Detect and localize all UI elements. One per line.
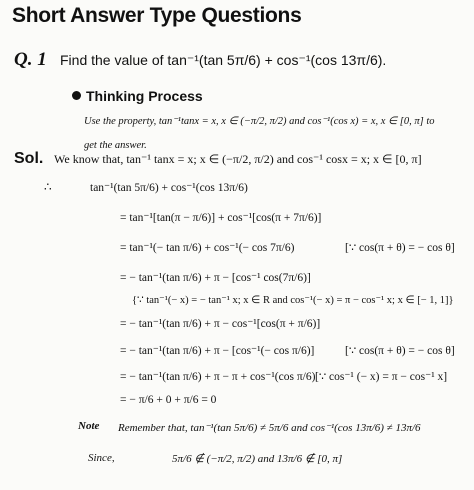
solution-intro: We know that, tan⁻¹ tanx = x; x ∈ (−π/2, π/2) and cos⁻¹ cosx = x; x ∈ [0, π] — [54, 152, 422, 166]
solution-step-8: = − tan⁻¹(tan π/6) + π − π + cos⁻¹(cos π/6) — [120, 371, 316, 383]
solution-step-6: = − tan⁻¹(tan π/6) + π − cos⁻¹[cos(π + π/6)] — [120, 318, 321, 330]
bullet-icon — [72, 91, 81, 100]
note-text: Remember that, tan⁻¹(tan 5π/6) ≠ 5π/6 and cos⁻¹(cos 13π/6) ≠ 13π/6 — [118, 422, 421, 434]
solution-step-7: = − tan⁻¹(tan π/6) + π − [cos⁻¹(− cos π/6)] — [120, 345, 315, 357]
section-title: Short Answer Type Questions — [12, 4, 302, 27]
solution-step-2: = tan⁻¹[tan(π − π/6)] + cos⁻¹[cos(π + 7π/6)] — [120, 212, 322, 224]
solution-step-9: = − π/6 + 0 + π/6 = 0 — [120, 394, 217, 406]
since-label: Since, — [88, 452, 115, 464]
thinking-process-label: Thinking Process — [86, 88, 203, 104]
since-text: 5π/6 ∉ (−π/2, π/2) and 13π/6 ∉ [0, π] — [172, 453, 343, 465]
solution-step-1: tan⁻¹(tan 5π/6) + cos⁻¹(cos 13π/6) — [90, 182, 248, 194]
solution-step-4: = − tan⁻¹(tan π/6) + π − [cos⁻¹ cos(7π/6)] — [120, 272, 311, 284]
solution-label: Sol. — [14, 150, 44, 167]
thinking-process-heading — [72, 88, 203, 104]
solution-step-3-reason: [∵ cos(π + θ) = − cos θ] — [345, 242, 455, 254]
therefore-symbol: ∴ — [44, 180, 52, 194]
solution-step-8-reason: [∵ cos⁻¹ (− x) = π − cos⁻¹ x] — [315, 371, 448, 383]
question-text: Find the value of tan⁻¹(tan 5π/6) + cos⁻¹(cos 13π/6). — [60, 52, 387, 68]
question-label: Q. 1 — [14, 49, 47, 70]
solution-step-5: {∵ tan⁻¹(− x) = − tan⁻¹ x; x ∈ R and cos⁻¹(− x) = π − cos⁻¹ x; x ∈ [− 1, 1]} — [132, 295, 454, 306]
solution-step-7-reason: [∵ cos(π + θ) = − cos θ] — [345, 345, 455, 357]
note-label: Note — [78, 420, 100, 432]
thinking-process-hint: Use the property, tan⁻¹tanx = x, x ∈ (−π/2, π/2) and cos⁻¹(cos x) = x, x ∈ [0, π] to get the answer. — [84, 116, 435, 151]
solution-step-3: = tan⁻¹(− tan π/6) + cos⁻¹(− cos 7π/6) — [120, 242, 295, 254]
